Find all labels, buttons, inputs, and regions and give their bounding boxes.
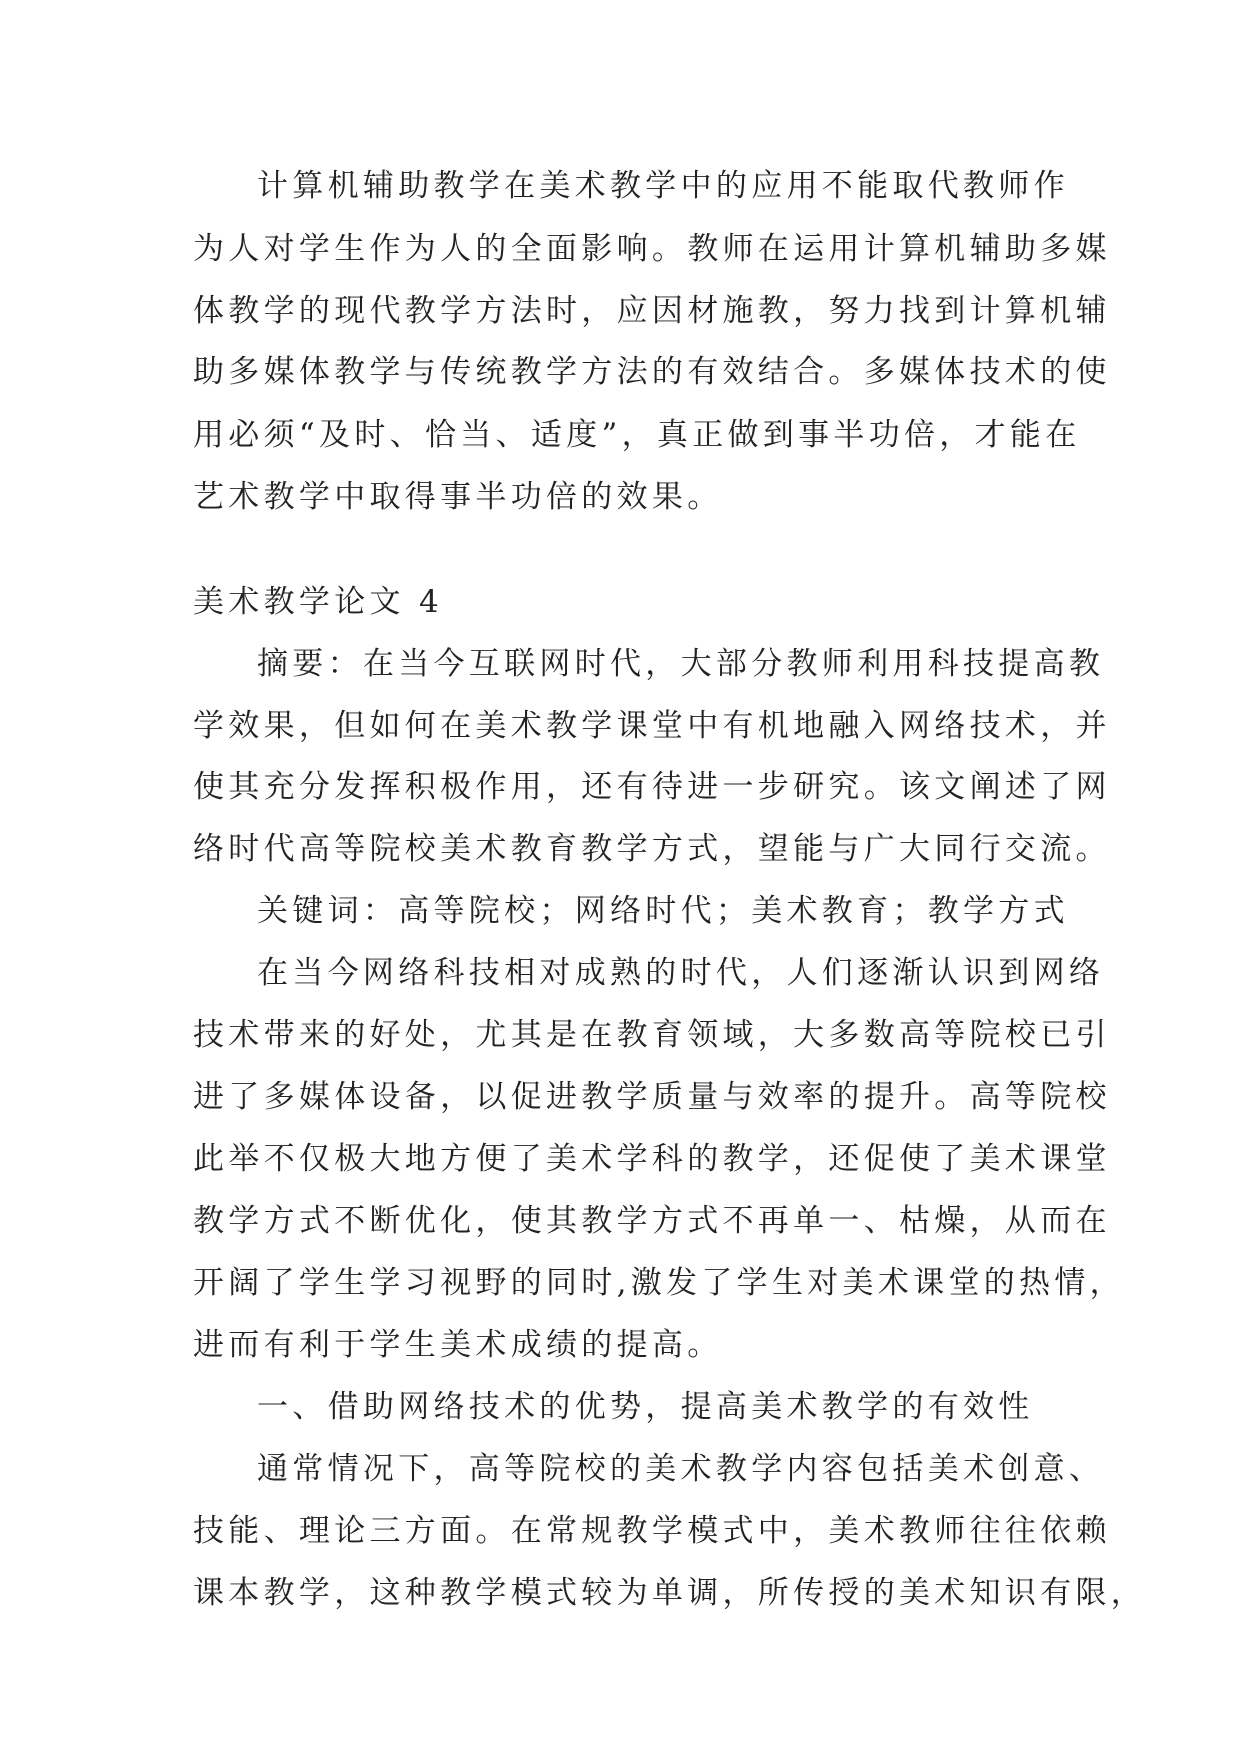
paragraph-line: 技术带来的好处，尤其是在教育领域，大多数高等院校已引 — [193, 1017, 1111, 1053]
paragraph-line: 用必须“及时、恰当、适度”，真正做到事半功倍，才能在 — [193, 417, 1081, 453]
paragraph-line: 进而有利于学生美术成绩的提高。 — [193, 1327, 723, 1363]
paragraph-line: 教学方式不断优化，使其教学方式不再单一、枯燥，从而在 — [193, 1203, 1111, 1239]
abstract-line: 摘要：在当今互联网时代，大部分教师利用科技提高教 — [257, 646, 1105, 682]
section-heading: 一、借助网络技术的优势，提高美术教学的有效性 — [257, 1389, 1034, 1425]
abstract-line: 络时代高等院校美术教育教学方式，望能与广大同行交流。 — [193, 831, 1111, 867]
paragraph-line: 在当今网络科技相对成熟的时代，人们逐渐认识到网络 — [257, 955, 1105, 991]
paragraph-line: 通常情况下，高等院校的美术教学内容包括美术创意、 — [257, 1451, 1105, 1487]
section-title: 美术教学论文 4 — [193, 584, 443, 620]
paragraph-line: 计算机辅助教学在美术教学中的应用不能取代教师作 — [257, 168, 1069, 204]
paragraph-line: 此举不仅极大地方便了美术学科的教学，还促使了美术课堂 — [193, 1141, 1111, 1177]
paragraph-line: 技能、理论三方面。在常规教学模式中，美术教师往往依赖 — [193, 1513, 1111, 1549]
paragraph-line: 为人对学生作为人的全面影响。教师在运用计算机辅助多媒 — [193, 231, 1111, 267]
keywords-line: 关键词：高等院校；网络时代；美术教育；教学方式 — [257, 893, 1069, 929]
paragraph-line: 体教学的现代教学方法时，应因材施教，努力找到计算机辅 — [193, 293, 1111, 329]
paragraph-line: 助多媒体教学与传统教学方法的有效结合。多媒体技术的使 — [193, 354, 1111, 390]
paragraph-line: 课本教学，这种教学模式较为单调，所传授的美术知识有限， — [193, 1575, 1147, 1611]
paragraph-line: 进了多媒体设备，以促进教学质量与效率的提升。高等院校 — [193, 1079, 1111, 1115]
abstract-line: 学效果，但如何在美术教学课堂中有机地融入网络技术，并 — [193, 708, 1111, 744]
paragraph-line: 艺术教学中取得事半功倍的效果。 — [193, 479, 723, 515]
paragraph-line: 开阔了学生学习视野的同时,激发了学生对美术课堂的热情， — [193, 1265, 1125, 1301]
abstract-line: 使其充分发挥积极作用，还有待进一步研究。该文阐述了网 — [193, 769, 1111, 805]
